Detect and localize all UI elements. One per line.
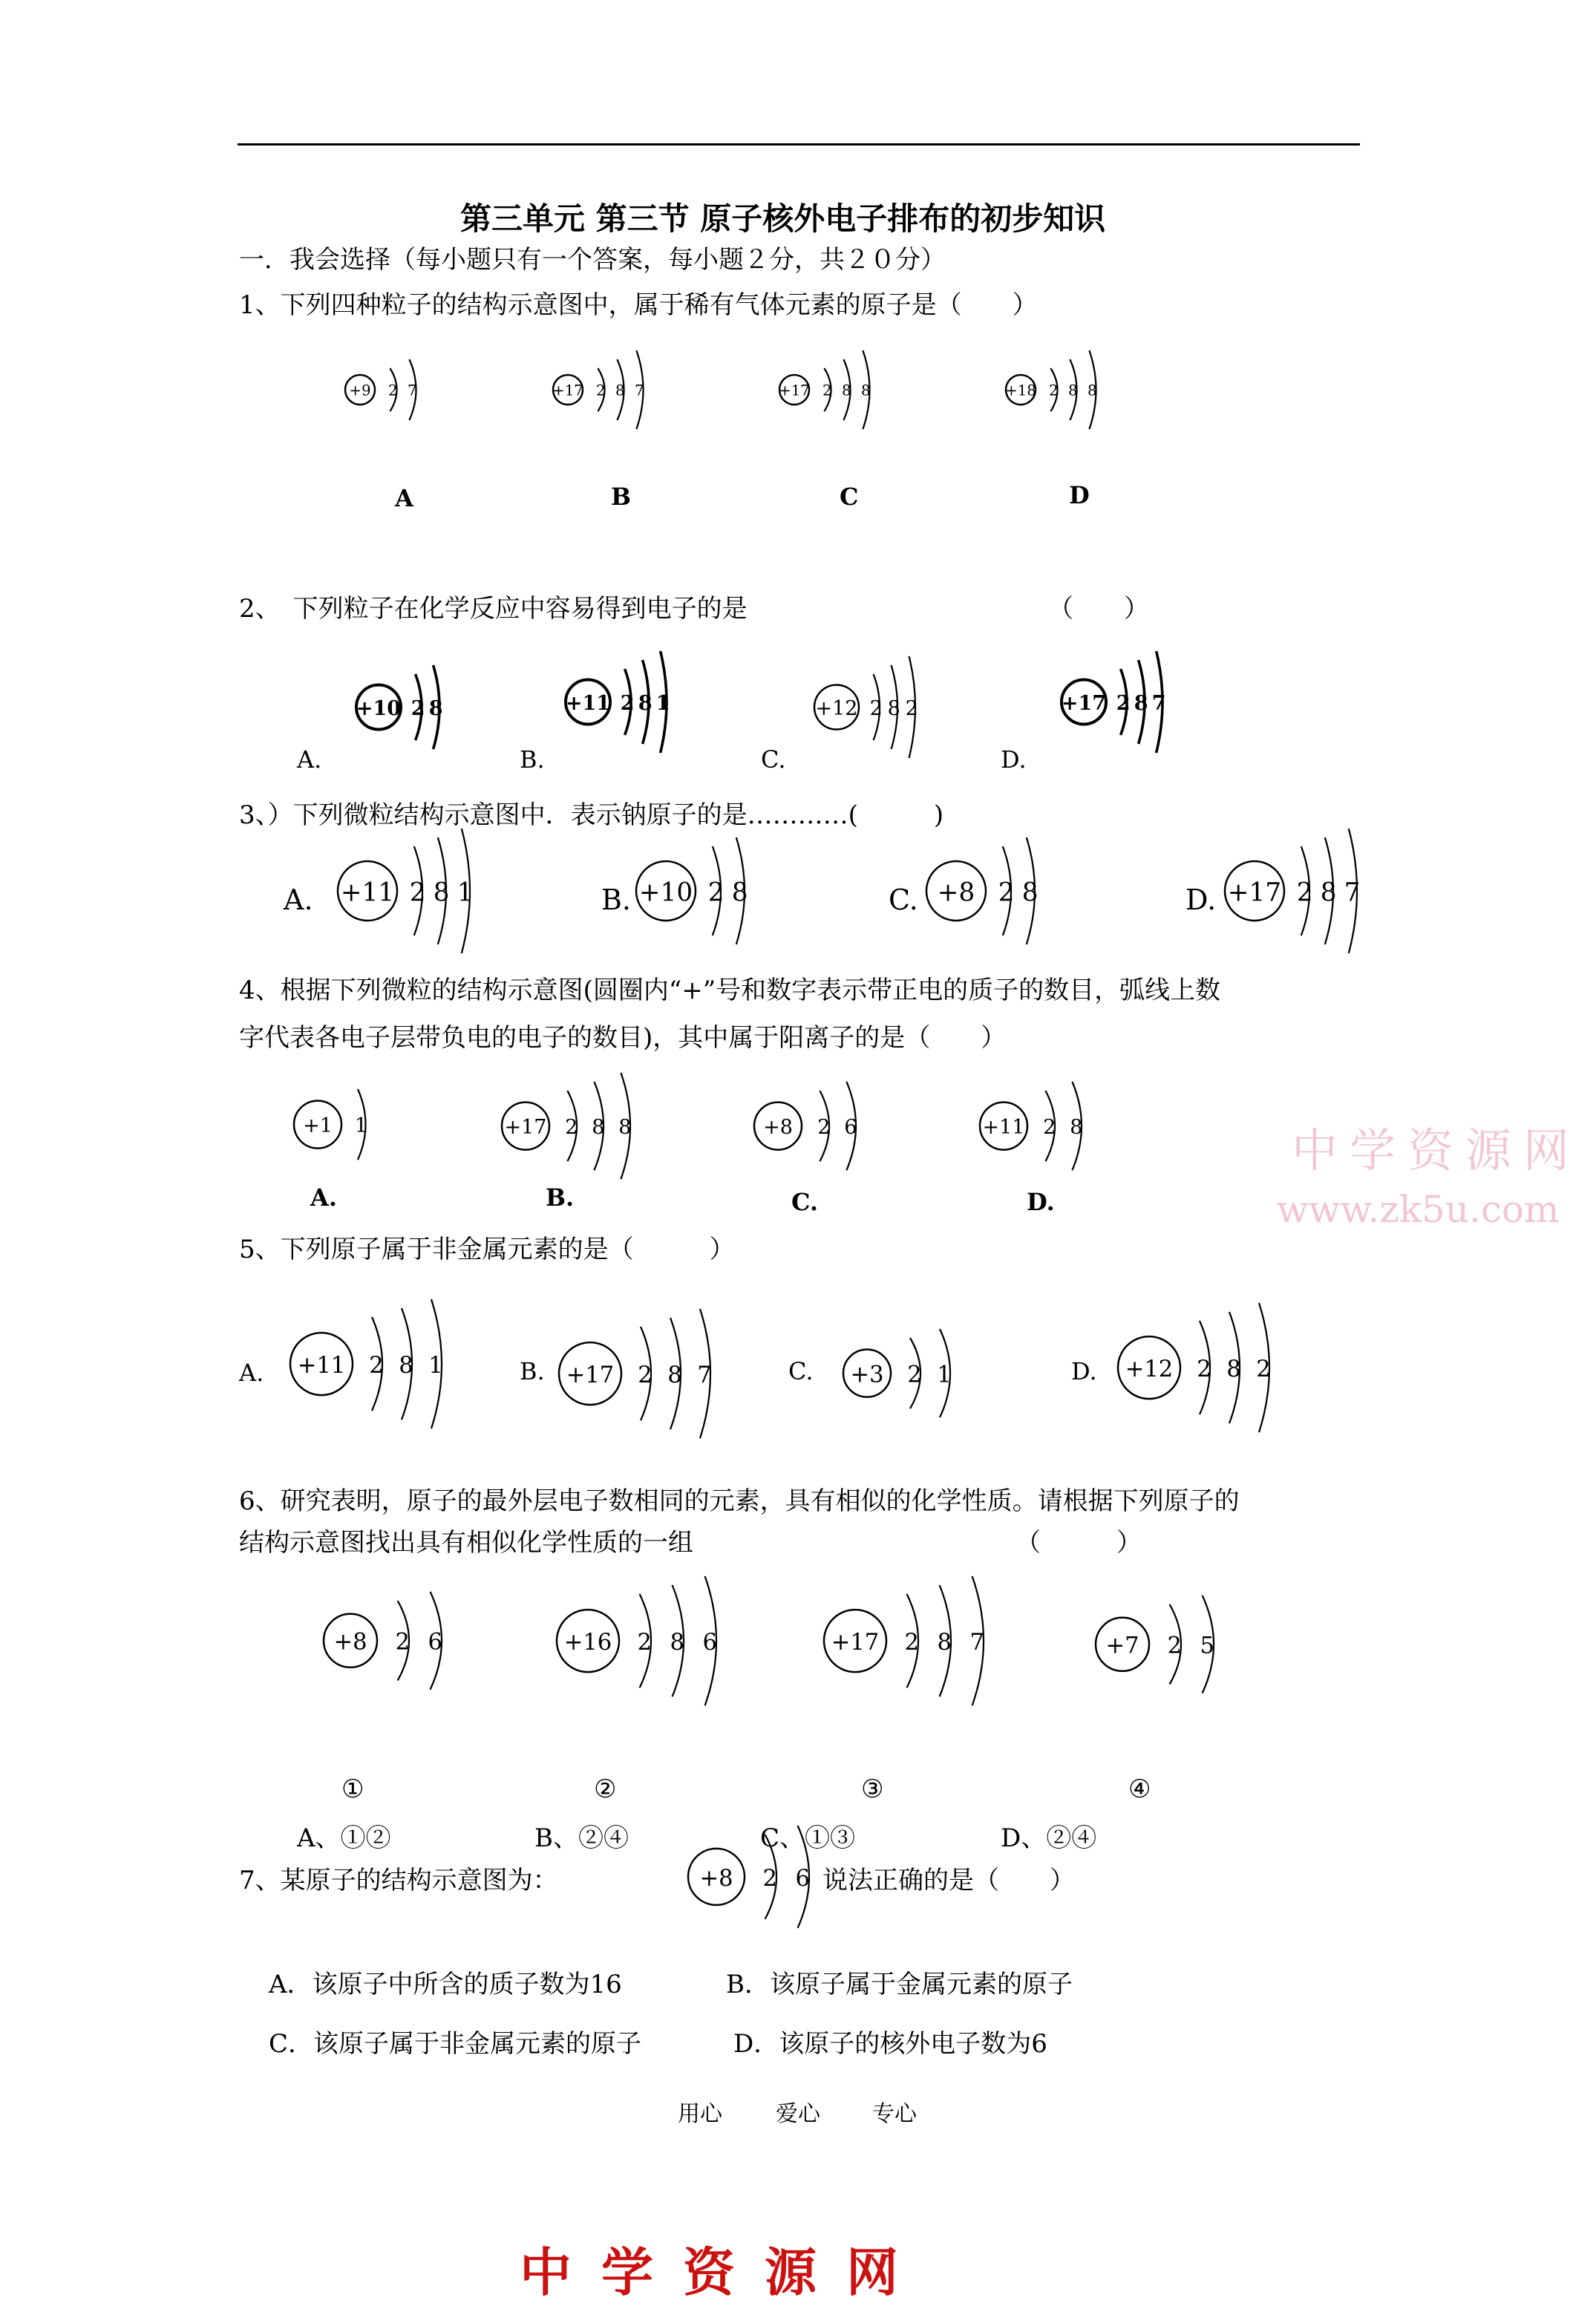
electron-count: 8 xyxy=(842,382,851,399)
q6-option-c: C、①③ xyxy=(760,1823,856,1853)
electron-count: 1 xyxy=(428,1352,443,1379)
electron-count: 2 xyxy=(638,1362,653,1388)
q3-atom-d xyxy=(1221,828,1374,954)
q5-atom-d xyxy=(1114,1302,1288,1433)
q3-atom-b xyxy=(632,832,762,950)
electron-count: 2 xyxy=(369,1352,384,1379)
section-heading: 一．我会选择（每小题只有一个答案，每小题２分，共２０分） xyxy=(239,245,946,275)
electron-count: 2 xyxy=(409,878,426,908)
q2-label-b: B. xyxy=(520,745,545,774)
nucleus-charge: +8 xyxy=(333,1629,367,1656)
electron-count: 8 xyxy=(428,696,443,720)
header-rule xyxy=(238,143,1360,146)
nucleus-charge: +17 xyxy=(566,1362,615,1388)
q2-atom-c xyxy=(811,656,931,759)
electron-count: 8 xyxy=(399,1352,413,1379)
q1-label-a: A xyxy=(395,484,413,512)
q6-label-1: ① xyxy=(341,1774,364,1804)
electron-count: 2 xyxy=(1116,691,1131,715)
bottom-banner: 中学资源网 xyxy=(520,2241,928,2303)
nucleus-charge: +8 xyxy=(937,878,975,908)
electron-count: 2 xyxy=(1049,382,1059,399)
q6-atom-2 xyxy=(553,1575,736,1706)
electron-count: 8 xyxy=(670,1629,684,1656)
q2-atom-b xyxy=(562,650,682,754)
watermark-url: www.zk5u.com xyxy=(1277,1188,1560,1231)
electron-count: 8 xyxy=(937,1629,952,1656)
electron-count: 6 xyxy=(702,1629,717,1656)
electron-count: 2 xyxy=(762,1865,777,1892)
q5-atom-b xyxy=(555,1308,729,1439)
question-4-line2: 字代表各电子层带负电的电子的数目)，其中属于阳离子的是（ ） xyxy=(239,1023,1007,1053)
q3-atom-c xyxy=(923,832,1052,950)
nucleus-charge: +8 xyxy=(763,1116,793,1140)
q1-atom-a xyxy=(341,354,432,425)
nucleus-charge: +17 xyxy=(504,1116,547,1140)
q6-label-4: ④ xyxy=(1128,1774,1151,1804)
q7-option-d: D．该原子的核外电子数为6 xyxy=(733,2029,1047,2059)
electron-count: 2 xyxy=(707,878,725,908)
nucleus-charge: +12 xyxy=(815,696,858,720)
q5-atom-c xyxy=(840,1324,969,1423)
q1-label-c: C xyxy=(840,483,859,511)
electron-count: 7 xyxy=(1344,878,1361,908)
electron-count: 8 xyxy=(1320,878,1337,908)
q3-label-d: D. xyxy=(1185,883,1217,916)
footer-word-1: 用心 xyxy=(678,2101,722,2127)
question-5-text: 5、下列原子属于非金属元素的是（ ） xyxy=(239,1235,735,1264)
electron-count: 8 xyxy=(1068,382,1078,399)
electron-count: 8 xyxy=(433,878,450,908)
nucleus-charge: +17 xyxy=(1061,691,1107,715)
nucleus-charge: +10 xyxy=(638,878,693,908)
electron-count: 2 xyxy=(869,696,883,720)
electron-count: 2 xyxy=(565,1116,578,1140)
nucleus-charge: +8 xyxy=(699,1865,733,1892)
q6-atom-3 xyxy=(820,1575,1003,1706)
q1-atom-b xyxy=(549,350,659,430)
q6-option-b: B、②④ xyxy=(534,1823,629,1853)
q3-label-a: A. xyxy=(284,883,313,916)
electron-count: 2 xyxy=(998,878,1015,908)
q2-atom-d xyxy=(1058,650,1178,754)
electron-count: 2 xyxy=(1167,1633,1182,1659)
q5-label-a: A. xyxy=(239,1359,264,1387)
electron-count: 2 xyxy=(596,382,606,399)
q6-atom-4 xyxy=(1092,1590,1233,1699)
q4-atom-d xyxy=(976,1077,1099,1175)
nucleus-charge: +17 xyxy=(552,382,583,399)
electron-count: 8 xyxy=(1021,878,1039,908)
q5-label-d: D. xyxy=(1071,1357,1097,1385)
nucleus-charge: +16 xyxy=(563,1629,612,1656)
electron-count: 6 xyxy=(795,1865,810,1892)
electron-count: 7 xyxy=(408,382,417,399)
electron-count: 6 xyxy=(844,1116,857,1140)
electron-count: 2 xyxy=(395,1629,410,1656)
q1-label-d: D xyxy=(1069,481,1090,509)
electron-count: 2 xyxy=(1296,878,1313,908)
electron-count: 8 xyxy=(1226,1356,1241,1382)
q6-label-2: ② xyxy=(594,1774,617,1804)
electron-count: 2 xyxy=(1197,1356,1211,1382)
electron-count: 2 xyxy=(388,382,398,399)
electron-count: 2 xyxy=(1043,1116,1056,1140)
nucleus-charge: +11 xyxy=(340,878,395,908)
question-2-text: 2、 下列粒子在化学反应中容易得到电子的是 xyxy=(239,594,748,624)
q2-atom-a xyxy=(353,660,455,754)
electron-count: 8 xyxy=(615,382,625,399)
electron-count: 8 xyxy=(731,878,748,908)
electron-count: 2 xyxy=(411,696,425,720)
q2-label-c: C. xyxy=(761,745,786,774)
electron-count: 2 xyxy=(637,1629,652,1656)
q4-atom-b xyxy=(498,1072,648,1180)
q4-label-b: B. xyxy=(546,1183,575,1212)
q4-label-d: D. xyxy=(1027,1188,1055,1216)
nucleus-charge: +9 xyxy=(349,382,371,399)
electron-count: 2 xyxy=(907,1362,922,1388)
q4-label-c: C. xyxy=(791,1188,819,1216)
q3-atom-a xyxy=(334,828,487,954)
q7-option-c: C．该原子属于非金属元素的原子 xyxy=(269,2029,642,2059)
electron-count: 7 xyxy=(969,1629,984,1656)
nucleus-charge: +11 xyxy=(982,1116,1025,1140)
nucleus-charge: +10 xyxy=(356,696,402,720)
question-3-text: 3、）下列微粒结构示意图中．表示钠原子的是…………( ) xyxy=(239,800,944,830)
electron-count: 2 xyxy=(905,696,918,720)
q6-label-3: ③ xyxy=(861,1774,884,1804)
electron-count: 1 xyxy=(457,878,474,908)
nucleus-charge: +11 xyxy=(565,691,611,715)
q5-atom-a xyxy=(287,1299,460,1429)
question-7-text-before: 7、某原子的结构示意图为： xyxy=(239,1866,558,1895)
q5-label-c: C. xyxy=(788,1357,814,1385)
page-title: 第三单元 第三节 原子核外电子排布的初步知识 xyxy=(460,200,1106,237)
electron-count: 8 xyxy=(667,1362,682,1388)
electron-count: 2 xyxy=(1256,1356,1271,1382)
electron-count: 2 xyxy=(822,382,832,399)
electron-count: 8 xyxy=(1088,382,1097,399)
nucleus-charge: +17 xyxy=(831,1629,880,1656)
electron-count: 8 xyxy=(1070,1116,1083,1140)
q1-atom-c xyxy=(776,350,886,430)
electron-count: 8 xyxy=(618,1116,632,1140)
q7-option-a: A．该原子中所含的质子数为16 xyxy=(269,1970,622,1999)
q7-option-b: B．该原子属于金属元素的原子 xyxy=(726,1970,1073,1999)
question-6-paren: （ ） xyxy=(1016,1528,1142,1558)
q6-atom-1 xyxy=(320,1587,461,1695)
electron-count: 1 xyxy=(937,1362,952,1388)
nucleus-charge: +7 xyxy=(1105,1633,1139,1659)
electron-count: 8 xyxy=(887,696,900,720)
footer-word-2: 爱心 xyxy=(776,2101,820,2127)
nucleus-charge: +3 xyxy=(850,1362,884,1388)
electron-count: 7 xyxy=(697,1362,712,1388)
electron-count: 2 xyxy=(620,691,635,715)
question-7-text-after: 说法正确的是（ ） xyxy=(822,1866,1075,1895)
nucleus-charge: +11 xyxy=(297,1352,346,1379)
footer-word-3: 专心 xyxy=(872,2101,917,2127)
q1-label-b: B xyxy=(611,483,632,511)
nucleus-charge: +18 xyxy=(1005,382,1036,399)
q4-label-a: A. xyxy=(310,1183,337,1212)
q2-label-a: A. xyxy=(297,745,322,774)
electron-count: 1 xyxy=(354,1114,368,1138)
electron-count: 8 xyxy=(1134,691,1148,715)
q7-atom xyxy=(684,1820,828,1933)
q6-option-a: A、①② xyxy=(297,1823,391,1853)
nucleus-charge: +17 xyxy=(779,382,810,399)
q4-atom-c xyxy=(750,1077,874,1175)
q1-atom-d xyxy=(1002,350,1112,430)
q5-label-b: B. xyxy=(520,1357,545,1385)
electron-count: 5 xyxy=(1200,1633,1214,1659)
q3-label-c: C. xyxy=(889,883,918,916)
electron-count: 6 xyxy=(428,1629,442,1656)
electron-count: 7 xyxy=(635,382,644,399)
watermark-logo-text: 中学资源网 xyxy=(1292,1123,1582,1178)
question-4-line1: 4、根据下列微粒的结构示意图(圆圈内“+”号和数字表示带正电的质子的数目，弧线上数 xyxy=(239,976,1221,1005)
electron-count: 8 xyxy=(638,691,653,715)
electron-count: 2 xyxy=(817,1116,831,1140)
electron-count: 8 xyxy=(861,382,871,399)
q6-option-d: D、②④ xyxy=(1001,1823,1097,1853)
question-2-paren: （ ） xyxy=(1048,594,1149,624)
electron-count: 7 xyxy=(1151,691,1166,715)
q4-atom-a xyxy=(290,1079,382,1169)
question-6-line1: 6、研究表明，原子的最外层电子数相同的元素，具有相似的化学性质。请根据下列原子的 xyxy=(239,1486,1240,1516)
nucleus-charge: +17 xyxy=(1227,878,1282,908)
nucleus-charge: +12 xyxy=(1125,1356,1174,1382)
q3-label-b: B. xyxy=(601,883,632,916)
electron-count: 1 xyxy=(655,691,670,715)
electron-count: 8 xyxy=(592,1116,605,1140)
electron-count: 2 xyxy=(904,1629,919,1656)
question-1-text: 1、下列四种粒子的结构示意图中，属于稀有气体元素的原子是（ ） xyxy=(239,290,1038,320)
q2-label-d: D. xyxy=(1001,745,1027,774)
question-6-line2: 结构示意图找出具有相似化学性质的一组 xyxy=(239,1528,693,1558)
nucleus-charge: +1 xyxy=(303,1114,333,1138)
